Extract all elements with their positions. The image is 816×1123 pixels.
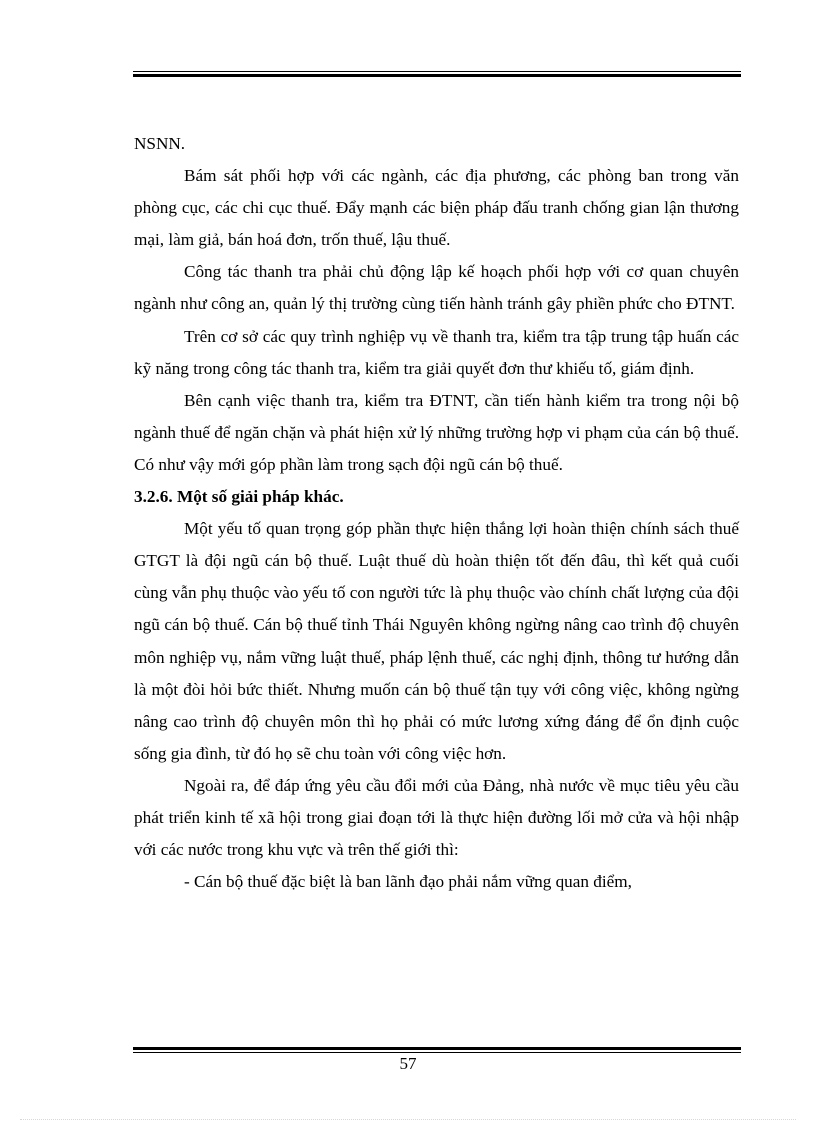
- paragraph: Ngoài ra, để đáp ứng yêu cầu đổi mới của Đảng, nhà nước về mục tiêu yêu cầu phát triển kinh tế xã hội trong giai đoạn tới là thực hiện đường lối mở cửa và hội nhập với các nước trong khu vực và trên thế giới thì:: [134, 775, 739, 860]
- section-heading: 3.2.6. Một số giải pháp khác.: [134, 487, 344, 507]
- paragraph: Bám sát phối hợp với các ngành, các địa phương, các phòng ban trong văn phòng cục, các chi cục thuế. Đẩy mạnh các biện pháp đấu tranh chống gian lận thương mại, làm giả, bán hoá đơn, trốn thuế, lậu thuế.: [134, 166, 739, 250]
- page-boundary: [20, 1119, 796, 1120]
- page-number: 57: [399, 1054, 417, 1073]
- paragraph: NSNN.: [134, 134, 186, 153]
- paragraph: Công tác thanh tra phải chủ động lập kế hoạch phối hợp với cơ quan chuyên ngành như công an, quản lý thị trường cùng tiến hành tránh gây phiền phức cho ĐTNT.: [134, 262, 739, 314]
- page-body: [134, 128, 739, 898]
- header-rule: [133, 71, 741, 77]
- paragraph: Bên cạnh việc thanh tra, kiểm tra ĐTNT, cần tiến hành kiểm tra trong nội bộ ngành thuế để ngăn chặn và phát hiện xử lý những trường hợp vi phạm của cán bộ thuế. Có như vậy mới góp phần làm trong sạch đội ngũ cán bộ thuế.: [134, 390, 739, 474]
- paragraph: Trên cơ sở các quy trình nghiệp vụ về thanh tra, kiểm tra tập trung tập huấn các kỹ năng trong công tác thanh tra, kiểm tra giải quyết đơn thư khiếu tố, giám định.: [134, 326, 739, 378]
- footer-rule: [133, 1045, 741, 1053]
- paragraph: Một yếu tố quan trọng góp phần thực hiện thắng lợi hoàn thiện chính sách thuế GTGT là đội ngũ cán bộ thuế. Luật thuế dù hoàn thiện tốt đến đâu, thì kết quả cuối cùng vẫn phụ thuộc vào yếu tố con người tức là phụ thuộc vào chính chất lượng của đội ngũ cán bộ thuế. Cán bộ thuế tỉnh Thái Nguyên không ngừng nâng cao trình độ chuyên môn nghiệp vụ, nắm vững luật thuế, pháp lệnh thuế, các nghị định, thông tư hướng dẫn là một đòi hỏi bức thiết. Nhưng muốn cán bộ thuế tận tụy với công việc, không ngừng nâng cao trình độ chuyên môn thì họ phải có mức lương xứng đáng để ổn định cuộc sống gia đình, từ đó họ sẽ chu toàn với công việc hơn.: [134, 519, 739, 763]
- list-item: - Cán bộ thuế đặc biệt là ban lãnh đạo phải nắm vững quan điểm,: [184, 872, 632, 892]
